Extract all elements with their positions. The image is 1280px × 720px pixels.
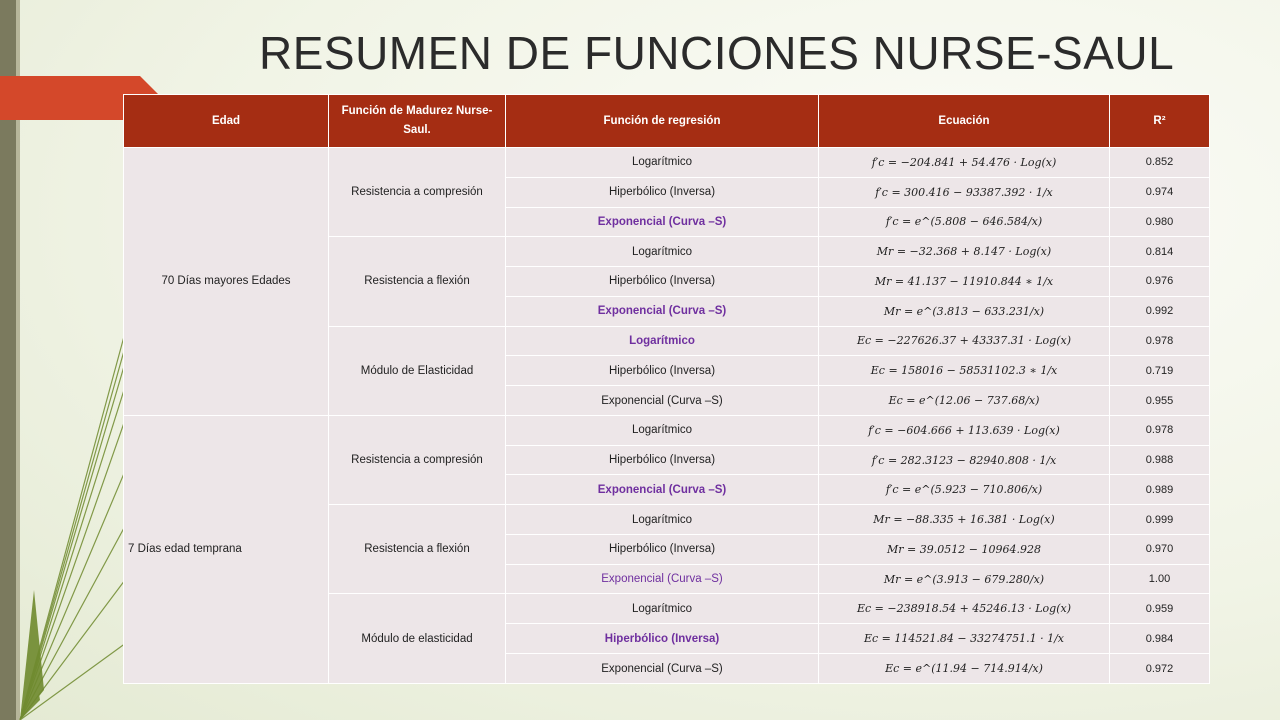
ecuacion-cell: f′c = 282.3123 − 82940.808 · 1/x <box>819 445 1110 475</box>
regresion-cell: Exponencial (Curva –S) <box>506 386 819 416</box>
r2-cell: 0.978 <box>1110 415 1210 445</box>
regresion-cell: Exponencial (Curva –S) <box>506 654 819 684</box>
regresion-cell: Logarítmico <box>506 326 819 356</box>
r2-cell: 0.992 <box>1110 296 1210 326</box>
header-funcion-regresion: Función de regresión <box>506 95 819 148</box>
header-ecuacion: Ecuación <box>819 95 1110 148</box>
funcion-madurez-cell: Resistencia a flexión <box>329 237 506 326</box>
table-header-row <box>124 95 1210 148</box>
ecuacion-cell: Mr = 39.0512 − 10964.928 <box>819 534 1110 564</box>
r2-cell: 0.814 <box>1110 237 1210 267</box>
regresion-cell: Exponencial (Curva –S) <box>506 207 819 237</box>
r2-cell: 0.970 <box>1110 534 1210 564</box>
ecuacion-cell: Ec = 158016 − 58531102.3 ∗ 1/x <box>819 356 1110 386</box>
regresion-cell: Logarítmico <box>506 237 819 267</box>
r2-cell: 0.972 <box>1110 654 1210 684</box>
ecuacion-cell: f′c = −604.666 + 113.639 · Log(x) <box>819 415 1110 445</box>
regresion-cell: Hiperbólico (Inversa) <box>506 356 819 386</box>
regresion-cell: Hiperbólico (Inversa) <box>506 445 819 475</box>
edad-cell: 7 Días edad temprana <box>124 415 329 683</box>
header-r2: R² <box>1110 95 1210 148</box>
ecuacion-cell: Mr = −32.368 + 8.147 · Log(x) <box>819 237 1110 267</box>
r2-cell: 0.989 <box>1110 475 1210 505</box>
r2-cell: 0.974 <box>1110 177 1210 207</box>
r2-cell: 0.999 <box>1110 505 1210 535</box>
r2-cell: 0.719 <box>1110 356 1210 386</box>
regresion-cell: Exponencial (Curva –S) <box>506 475 819 505</box>
regresion-cell: Hiperbólico (Inversa) <box>506 534 819 564</box>
regresion-cell: Exponencial (Curva –S) <box>506 296 819 326</box>
ecuacion-cell: Mr = e^(3.813 − 633.231/x) <box>819 296 1110 326</box>
ecuacion-cell: Mr = e^(3.913 − 679.280/x) <box>819 564 1110 594</box>
r2-cell: 0.984 <box>1110 624 1210 654</box>
ecuacion-cell: f′c = −204.841 + 54.476 · Log(x) <box>819 148 1110 178</box>
ecuacion-cell: Ec = e^(11.94 − 714.914/x) <box>819 654 1110 684</box>
ecuacion-cell: f′c = e^(5.808 − 646.584/x) <box>819 207 1110 237</box>
regresion-cell: Logarítmico <box>506 415 819 445</box>
table-row <box>124 148 1210 178</box>
header-funcion-madurez: Función de Madurez Nurse-Saul. <box>329 95 506 148</box>
funcion-madurez-cell: Resistencia a flexión <box>329 505 506 594</box>
regresion-cell: Hiperbólico (Inversa) <box>506 624 819 654</box>
regresion-cell: Hiperbólico (Inversa) <box>506 177 819 207</box>
ecuacion-cell: Ec = e^(12.06 − 737.68/x) <box>819 386 1110 416</box>
r2-cell: 0.980 <box>1110 207 1210 237</box>
r2-cell: 0.955 <box>1110 386 1210 416</box>
r2-cell: 0.976 <box>1110 267 1210 297</box>
ecuacion-cell: Mr = −88.335 + 16.381 · Log(x) <box>819 505 1110 535</box>
regresion-cell: Logarítmico <box>506 594 819 624</box>
regresion-cell: Logarítmico <box>506 505 819 535</box>
r2-cell: 1.00 <box>1110 564 1210 594</box>
ecuacion-cell: Ec = −238918.54 + 45246.13 · Log(x) <box>819 594 1110 624</box>
funcion-madurez-cell: Módulo de Elasticidad <box>329 326 506 415</box>
regresion-cell: Exponencial (Curva –S) <box>506 564 819 594</box>
ecuacion-cell: Ec = −227626.37 + 43337.31 · Log(x) <box>819 326 1110 356</box>
ecuacion-cell: Mr = 41.137 − 11910.844 ∗ 1/x <box>819 267 1110 297</box>
slide-title: RESUMEN DE FUNCIONES NURSE-SAUL <box>259 27 1175 79</box>
r2-cell: 0.978 <box>1110 326 1210 356</box>
regresion-cell: Logarítmico <box>506 148 819 178</box>
funciones-table <box>123 94 1210 684</box>
ecuacion-cell: f′c = 300.416 − 93387.392 · 1/x <box>819 177 1110 207</box>
regresion-cell: Hiperbólico (Inversa) <box>506 267 819 297</box>
ecuacion-cell: f′c = e^(5.923 − 710.806/x) <box>819 475 1110 505</box>
edad-cell: 70 Días mayores Edades <box>124 148 329 416</box>
ecuacion-cell: Ec = 114521.84 − 33274751.1 · 1/x <box>819 624 1110 654</box>
r2-cell: 0.852 <box>1110 148 1210 178</box>
funcion-madurez-cell: Resistencia a compresión <box>329 415 506 504</box>
r2-cell: 0.988 <box>1110 445 1210 475</box>
header-edad: Edad <box>124 95 329 148</box>
funcion-madurez-cell: Módulo de elasticidad <box>329 594 506 684</box>
r2-cell: 0.959 <box>1110 594 1210 624</box>
funcion-madurez-cell: Resistencia a compresión <box>329 148 506 237</box>
table-row <box>124 415 1210 445</box>
